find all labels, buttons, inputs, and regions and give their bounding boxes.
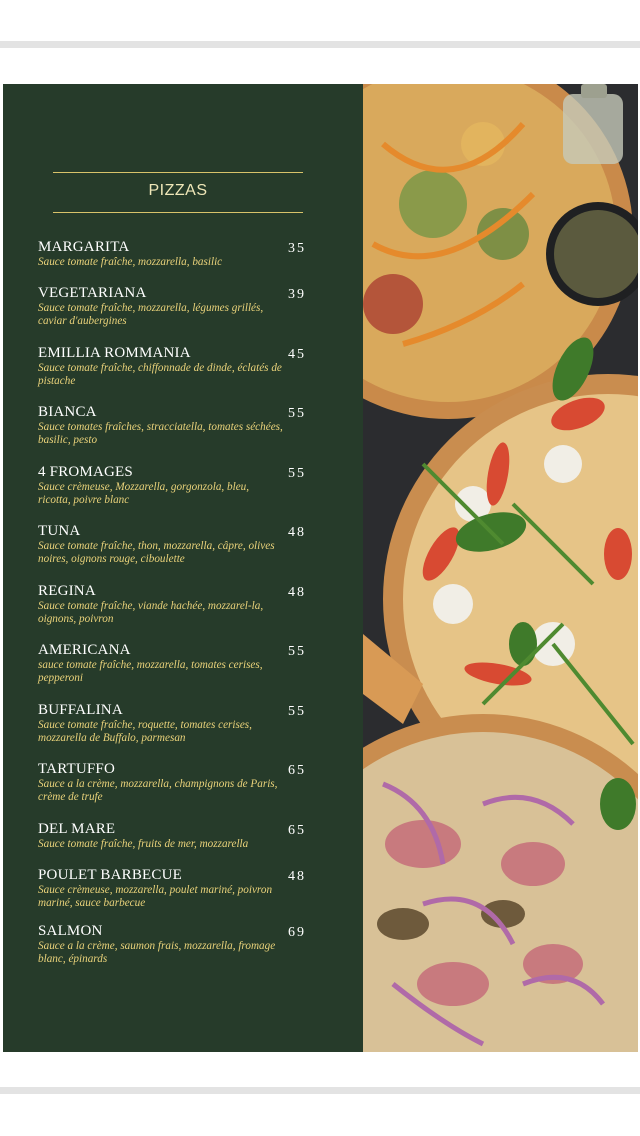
item-description: Sauce tomate fraîche, thon, mozzarella, câpre, olives noires, oignons rouge, ciboulette	[38, 540, 275, 565]
item-description: Sauce a la crème, saumon frais, mozzarella, fromage blanc, épinards	[38, 940, 276, 965]
item-price: 55	[288, 704, 306, 719]
item-name: POULET BARBECUE	[38, 867, 182, 883]
item-price: 35	[288, 241, 306, 256]
item-description: Sauce tomate fraîche, roquette, tomates cerises, mozzarella de Buffalo, parmesan	[38, 719, 252, 744]
item-description: Sauce crèmeuse, Mozzarella, gorgonzola, bleu, ricotta, poivre blanc	[38, 481, 250, 506]
item-price: 65	[288, 763, 306, 778]
item-price: 69	[288, 925, 306, 940]
item-name: REGINA	[38, 583, 96, 599]
item-price: 55	[288, 644, 306, 659]
item-description: sauce tomate fraîche, mozzarella, tomates cerises, pepperoni	[38, 659, 263, 684]
pizza-bottom	[363, 714, 638, 1052]
menu-item-margarita	[38, 239, 353, 269]
item-name: 4 FROMAGES	[38, 464, 133, 480]
menu-item-regina	[38, 583, 353, 626]
item-price: 65	[288, 823, 306, 838]
item-price: 39	[288, 287, 306, 302]
item-description: Sauce crèmeuse, mozzarella, poulet mariné, poivron mariné, sauce barbecue	[38, 884, 273, 909]
menu-item-emillia-rommania	[38, 345, 353, 388]
item-price: 48	[288, 869, 306, 884]
menu-item-bianca	[38, 404, 353, 447]
item-name: TUNA	[38, 523, 81, 539]
menu-item-americana	[38, 642, 353, 685]
item-price: 55	[288, 406, 306, 421]
item-name: TARTUFFO	[38, 761, 116, 777]
title-rule-top	[53, 172, 303, 173]
bottom-divider-bar	[0, 1087, 640, 1094]
item-description: Sauce tomate fraîche, mozzarella, basilic	[38, 256, 223, 268]
pizza-illustration	[363, 84, 638, 1052]
item-description: Sauce tomate fraîche, viande hachée, mozzarel-la, oignons, poivron	[38, 600, 264, 625]
item-price: 45	[288, 347, 306, 362]
menu-item-salmon	[38, 923, 353, 966]
section-title: PIZZAS	[148, 182, 208, 199]
item-description: Sauce tomate fraîche, mozzarella, légumes grillés, caviar d'aubergines	[38, 302, 264, 327]
menu-item-vegetariana	[38, 285, 353, 328]
menu-item-poulet-barbecue	[38, 867, 353, 910]
item-name: SALMON	[38, 923, 103, 939]
menu-item-tartuffo	[38, 761, 353, 804]
item-name: BIANCA	[38, 404, 97, 420]
menu-item-4-fromages	[38, 464, 353, 507]
item-name: EMILLIA ROMMANIA	[38, 345, 191, 361]
item-price: 48	[288, 525, 306, 540]
basil-leaf	[600, 778, 636, 830]
item-price: 55	[288, 466, 306, 481]
item-description: Sauce a la crème, mozzarella, champignons de Paris, crème de trufe	[38, 778, 278, 803]
top-divider-bar	[0, 41, 640, 48]
menu-panel	[3, 84, 363, 1052]
menu-item-tuna	[38, 523, 353, 566]
item-description: Sauce tomates fraîches, stracciatella, tomates séchées, basilic, pesto	[38, 421, 283, 446]
item-name: DEL MARE	[38, 821, 116, 837]
item-price: 48	[288, 585, 306, 600]
item-description: Sauce tomate fraîche, chiffonnade de dinde, éclatés de pistache	[38, 362, 282, 387]
pizza-photo	[363, 84, 638, 1052]
item-name: VEGETARIANA	[38, 285, 147, 301]
item-name: MARGARITA	[38, 239, 130, 255]
item-description: Sauce tomate fraîche, fruits de mer, mozzarella	[38, 838, 249, 850]
item-name: BUFFALINA	[38, 702, 123, 718]
menu-item-buffalina	[38, 702, 353, 745]
title-rule-bottom	[53, 212, 303, 213]
menu-item-del-mare	[38, 821, 353, 851]
item-name: AMERICANA	[38, 642, 131, 658]
